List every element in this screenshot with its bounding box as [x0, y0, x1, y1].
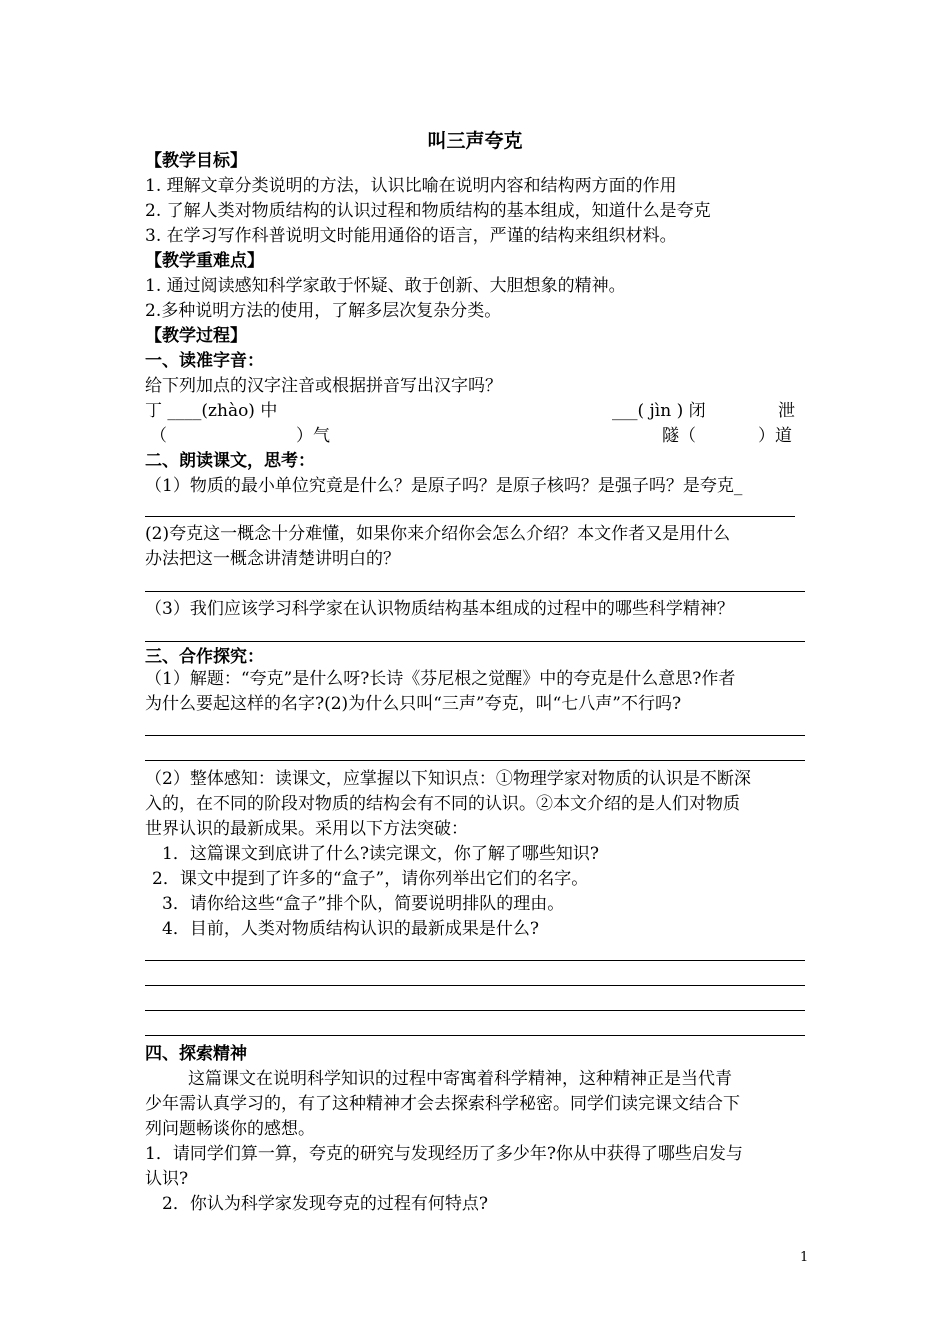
blank-open-paren: （ [150, 426, 167, 446]
part2-question: (2)夸克这一概念十分难懂，如果你来介绍你会怎么介绍？本文作者又是用什么 [145, 524, 731, 544]
part3-question: （2）整体感知：读课文，应掌握以下知识点：①物理学家对物质的认识是不断深 [145, 769, 751, 789]
goal-item: 2. 了解人类对物质结构的认识过程和物质结构的基本组成，知道什么是夸克 [145, 201, 711, 221]
answer-line [145, 641, 805, 642]
part3-item: 4．目前，人类对物质结构认识的最新成果是什么? [162, 919, 539, 939]
part3-heading: 三、合作探究： [145, 647, 264, 667]
char-item-qi: ）气 [296, 426, 330, 446]
char-item-sui: 隧（ [662, 426, 696, 446]
part3-question-cont: 为什么要起这样的名字?(2)为什么只叫“三声”夸克，叫“七八声”不行吗? [145, 694, 682, 714]
part3-question: （1）解题：“夸克”是什么呀?长诗《芬尼根之觉醒》中的夸克是什么意思?作者 [145, 669, 736, 689]
part3-question-cont: 世界认识的最新成果。采用以下方法突破： [145, 819, 468, 839]
pinyin-item-zhao: 丁 ____(zhào) 中 [145, 401, 278, 421]
part2-question: （3）我们应该学习科学家在认识物质结构基本组成的过程中的哪些科学精神？ [145, 599, 734, 619]
part4-heading: 四、探索精神 [145, 1044, 247, 1064]
part2-question-cont: 办法把这一概念讲清楚讲明白的？ [145, 549, 400, 569]
part4-question-cont: 认识? [145, 1169, 189, 1189]
pinyin-item-jin: ___( jìn ) 闭 [612, 401, 706, 421]
part3-item: 2．课文中提到了许多的“盒子”，请你列举出它们的名字。 [152, 869, 589, 889]
answer-line [145, 960, 805, 961]
part3-question-cont: 入的，在不同的阶段对物质的结构会有不同的认识。②本文介绍的是人们对物质 [145, 794, 740, 814]
page-title: 叫三声夸克 [427, 130, 523, 152]
part1-heading: 一、读准字音： [145, 351, 264, 371]
part3-item: 3．请你给这些“盒子”排个队，简要说明排队的理由。 [162, 894, 565, 914]
answer-line [145, 735, 805, 736]
answer-line [145, 1035, 805, 1036]
part4-paragraph-cont: 少年需认真学习的，有了这种精神才会去探索科学秘密。同学们读完课文结合下 [145, 1094, 740, 1114]
part4-paragraph-cont: 列问题畅谈你的感想。 [145, 1119, 315, 1139]
answer-line [145, 985, 805, 986]
goals-heading: 【教学目标】 [145, 151, 247, 171]
part2-heading: 二、朗读课文，思考： [145, 451, 315, 471]
key-point-item: 1. 通过阅读感知科学家敢于怀疑、敢于创新、大胆想象的精神。 [145, 276, 626, 296]
part4-question: 1．请同学们算一算，夸克的研究与发现经历了多少年?你从中获得了哪些启发与 [145, 1144, 743, 1164]
answer-line [145, 516, 795, 517]
answer-line [145, 760, 805, 761]
part2-question: （1）物质的最小单位究竟是什么？是原子吗？是原子核吗？是强子吗？是夸克_ [145, 476, 743, 496]
key-points-heading: 【教学重难点】 [145, 251, 264, 271]
key-point-item: 2.多种说明方法的使用，了解多层次复杂分类。 [145, 301, 502, 321]
part4-question: 2．你认为科学家发现夸克的过程有何特点? [162, 1194, 488, 1214]
part1-instruction: 给下列加点的汉字注音或根据拼音写出汉字吗？ [145, 376, 502, 396]
goal-item: 3. 在学习写作科普说明文时能用通俗的语言，严谨的结构来组织材料。 [145, 226, 677, 246]
goal-item: 1. 理解文章分类说明的方法，认识比喻在说明内容和结构两方面的作用 [145, 176, 677, 196]
page-number: 1 [800, 1250, 809, 1265]
answer-line [145, 1010, 805, 1011]
process-heading: 【教学过程】 [145, 326, 247, 346]
char-item-dao: ）道 [758, 426, 792, 446]
part3-item: 1．这篇课文到底讲了什么?读完课文，你了解了哪些知识? [162, 844, 600, 864]
part4-paragraph: 这篇课文在说明科学知识的过程中寄寓着科学精神，这种精神正是当代青 [188, 1069, 732, 1089]
char-item-xie: 泄 [778, 401, 795, 421]
answer-line [145, 591, 805, 592]
